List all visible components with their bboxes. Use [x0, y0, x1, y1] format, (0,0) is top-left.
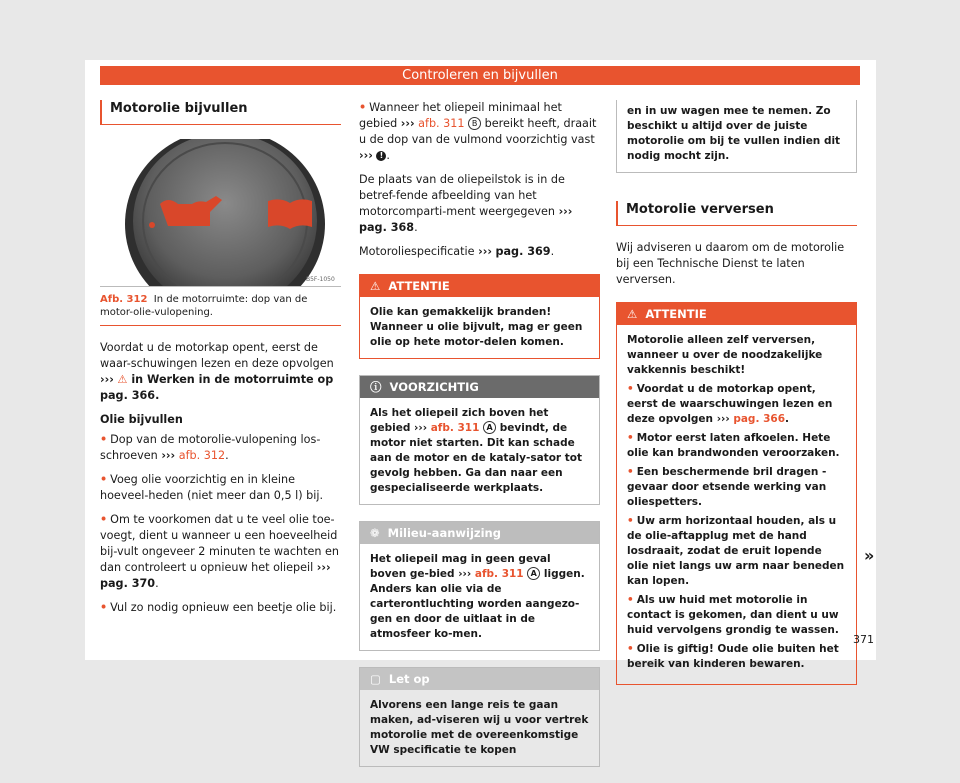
info-circle-icon: ⓘ	[370, 380, 382, 394]
svg-text:B5F-1050: B5F-1050	[306, 276, 335, 283]
note-box-header: ▢ Let op	[360, 668, 599, 690]
warning-box	[616, 302, 857, 685]
figure-link[interactable]: afb. 311	[418, 117, 465, 130]
warning-box-body: Motorolie alleen zelf verversen, wanneer u over de noodzakelijke vakkennis beschikt! • Voordat u de motorkap opent, eerst de waarschuwingen lezen en deze opvolgen ››› pag. 366. • Motor eerst laten afkoelen. Hete olie kan brandwonden veroorzaken. • Een beschermende bril dragen - gevaar door etsende werking van oliespetters. • Uw arm horizontaal houden, als u de olie-aftapplug met de hand losdraait, zodat de eruit lopende olie niet langs uw arm naar beneden kan lopen. • Als uw huid met motorolie in contact is gekomen, dan dient u uw huid vervolgens grondig te wassen. • Olie is giftig! Oude olie buiten het bereik van kinderen bewaren.	[627, 334, 845, 670]
subheading: Olie bijvullen	[100, 413, 183, 426]
continue-marker: »	[864, 546, 875, 565]
warning-ref-icon: !	[376, 151, 386, 161]
page-link[interactable]: pag. 370	[100, 577, 156, 590]
list-item: • Voeg olie voorzichtig en in kleine hoeveel-heden (niet meer dan 0,5 l) bij.	[100, 473, 324, 502]
environment-box-header: ❁ Milieu-aanwijzing	[360, 522, 599, 544]
column-3	[616, 100, 857, 701]
note-box	[359, 667, 600, 767]
caution-box-body: Als het oliepeil zich boven het gebied ››› afb. 311 A bevindt, de motor niet starten. Dit kan schade aan de motor en de kataly-sator tot gevolg hebben. Ga dan naar een gespecialiseerde werkplaats.	[370, 407, 582, 494]
info-square-icon: ▢	[370, 672, 381, 686]
paragraph: De plaats van de oliepeilstok is in de betref-fende afbeelding van het motorcomparti-ment weergegeven ››› pag. 368.	[359, 173, 573, 234]
environment-box-body: Het oliepeil mag in geen geval boven ge-bied ››› afb. 311 A liggen. Anders kan olie via de carterontluchting worden aangezo-gen en door de uitlaat in de atmosfeer ko-men.	[370, 553, 585, 640]
section-heading: Motorolie verversen	[616, 201, 857, 226]
intro-paragraph: Voordat u de motorkap opent, eerst de waar-schuwingen lezen en deze opvolgen ››› ⚠ in Werken in de motorruimte op pag. 366.	[100, 341, 334, 402]
list-item: • Wanneer het oliepeil minimaal het gebied ››› afb. 311 B bereikt heeft, draait u de dop van de vulmond voorzichtig vast ››› ! .	[359, 101, 597, 162]
figure-label: Afb. 312	[100, 294, 148, 305]
note-box-body: Alvorens een lange reis te gaan maken, ad-viseren wij u voor vertrek motorolie met de overeenkomstige VW specificatie te kopen	[370, 699, 589, 756]
warning-box-header: ⚠ ATTENTIE	[617, 303, 856, 325]
caution-box-header: ⓘ VOORZICHTIG	[360, 376, 599, 398]
environment-box	[359, 521, 600, 651]
page-link[interactable]: pag. 368	[359, 221, 415, 234]
paragraph: Motoroliespecificatie ››› pag. 369.	[359, 245, 555, 258]
page-number: 371	[853, 633, 874, 646]
column-1	[100, 100, 341, 624]
column-2	[359, 100, 600, 783]
page-header: Controleren en bijvullen	[100, 66, 860, 85]
warning-triangle-icon: ⚠	[370, 279, 381, 293]
figure-caption-text: In de motorruimte: dop van de motor-olie-vulopening.	[100, 294, 308, 318]
warning-box-body: Olie kan gemakkelijk branden! Wanneer u olie bijvult, mag er geen olie op hete motor-delen komen.	[370, 306, 583, 348]
warning-triangle-icon: ⚠	[117, 373, 128, 386]
figure-caption	[100, 293, 341, 326]
oil-cap-illustration	[100, 139, 341, 286]
list-item: • Dop van de motorolie-vulopening los-schroeven ››› afb. 312.	[100, 433, 321, 462]
caution-box	[359, 375, 600, 505]
list-item: • Vul zo nodig opnieuw een beetje olie bij.	[100, 601, 337, 614]
leaf-icon: ❁	[370, 526, 380, 540]
oil-cap-figure	[100, 139, 341, 287]
figure-link[interactable]: afb. 312	[178, 449, 226, 462]
intro-paragraph: Wij adviseren u daarom om de motorolie bij een Technische Dienst te laten verversen.	[616, 241, 845, 286]
warning-triangle-icon: ⚠	[627, 307, 638, 321]
manual-book-icon	[268, 199, 312, 229]
warning-box	[359, 274, 600, 359]
section-heading: Motorolie bijvullen	[100, 100, 341, 125]
note-box-continued: en in uw wagen mee te nemen. Zo beschikt u altijd over de juiste motorolie om bij te vullen indien dit nodig mocht zijn.	[616, 100, 857, 173]
page-link[interactable]: pag. 369	[495, 245, 551, 258]
page-link[interactable]: pag. 366	[733, 413, 786, 425]
list-item: • Om te voorkomen dat u te veel olie toe-voegt, dient u wanneer u een hoeveelheid bij-vult ongeveer 2 minuten te wachten en dan controleert u opnieuw het oliepeil ››› pag. 370.	[100, 513, 340, 590]
warning-box-header: ⚠ ATTENTIE	[360, 275, 599, 297]
